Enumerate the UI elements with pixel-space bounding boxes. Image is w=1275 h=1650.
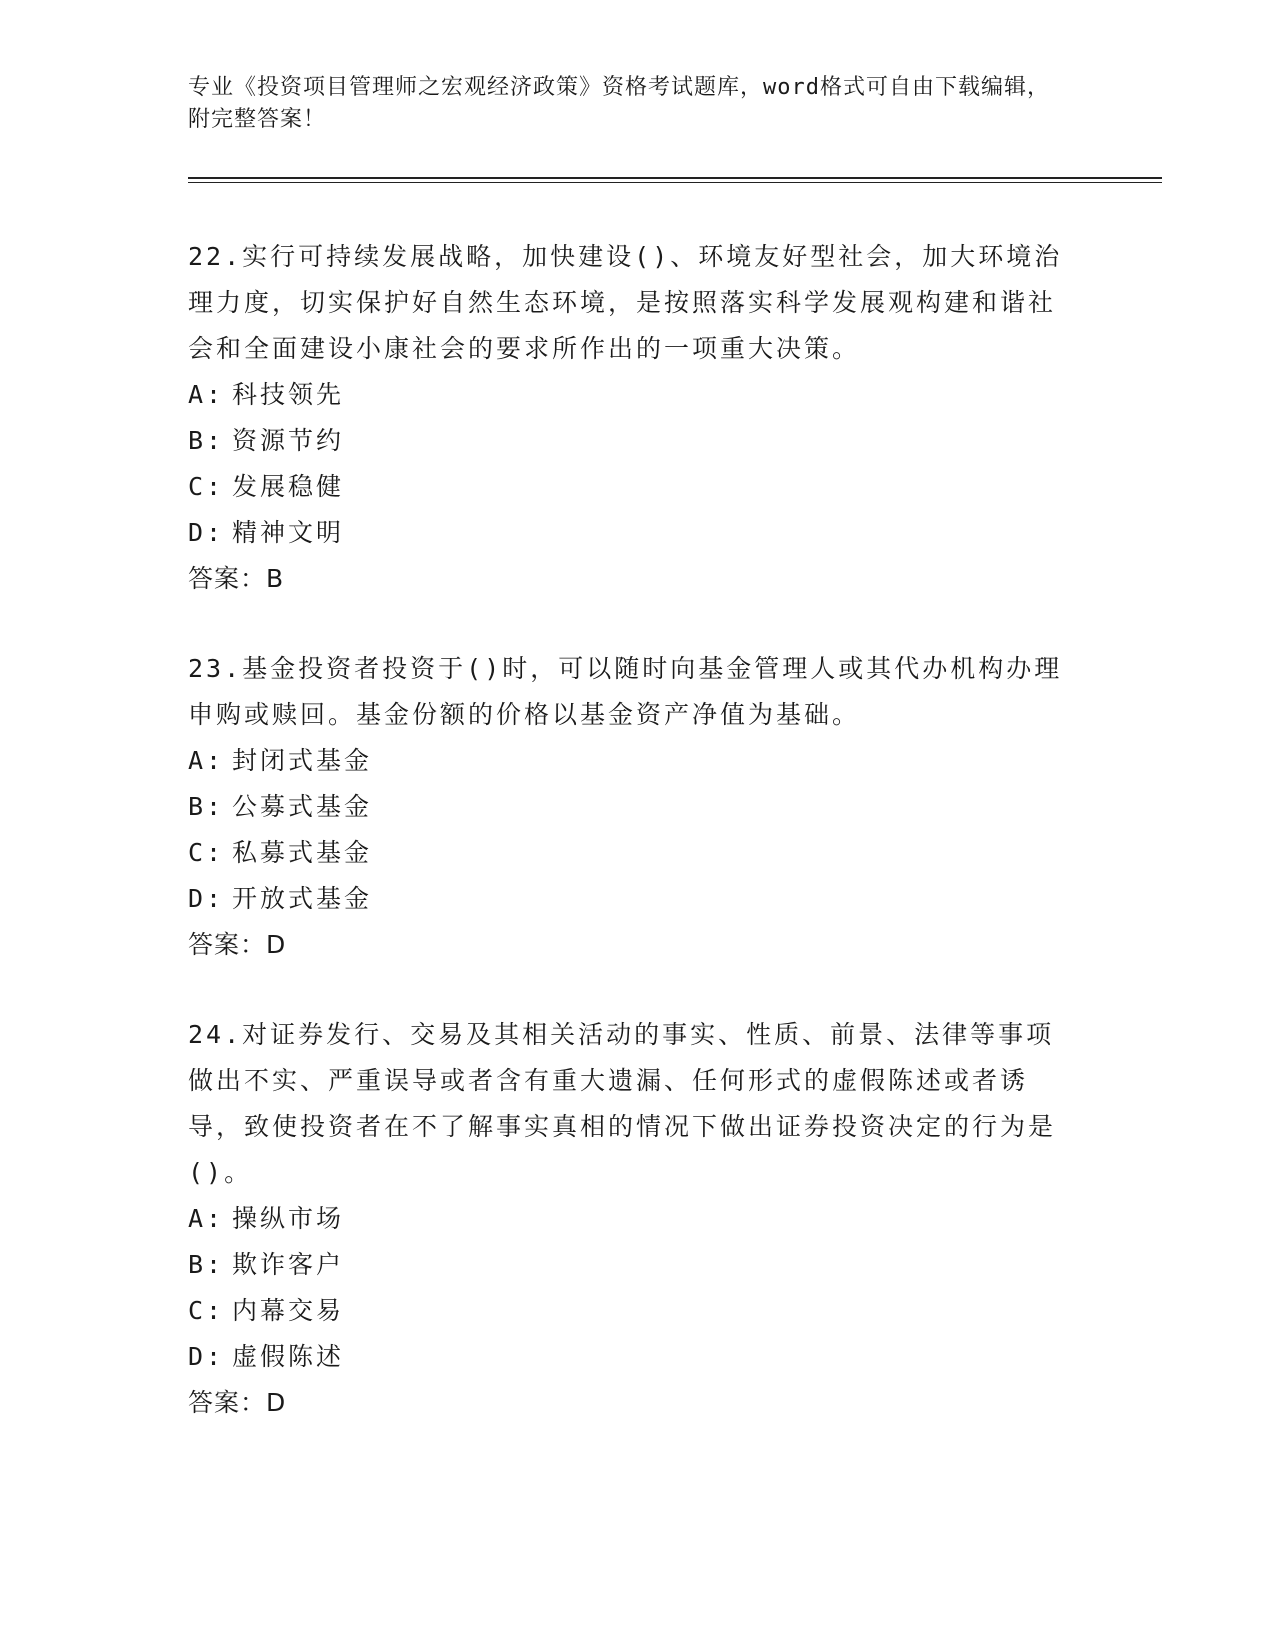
option-key: B: bbox=[188, 792, 225, 821]
option-text: 虚假陈述 bbox=[232, 1342, 345, 1371]
option-text: 开放式基金 bbox=[232, 884, 373, 913]
option-text: 发展稳健 bbox=[232, 472, 345, 501]
option-text: 私募式基金 bbox=[232, 838, 373, 867]
option-text: 内幕交易 bbox=[232, 1296, 345, 1325]
option-key: A: bbox=[188, 1204, 225, 1233]
question-stem: 24.对证券发行、交易及其相关活动的事实、性质、前景、法律等事项做出不实、严重误导或者含有重大遗漏、任何形式的虚假陈述或者诱导，致使投资者在不了解事实真相的情况下做出证券投资决定的行为是()。 bbox=[188, 1020, 1057, 1187]
option-c bbox=[188, 464, 1088, 510]
option-d bbox=[188, 510, 1088, 556]
answer-line: 答案：D bbox=[188, 930, 287, 959]
option-text: 封闭式基金 bbox=[232, 746, 373, 775]
question-stem: 23.基金投资者投资于()时，可以随时向基金管理人或其代办机构办理申购或赎回。基金份额的价格以基金资产净值为基础。 bbox=[188, 654, 1063, 729]
option-key: D: bbox=[188, 1342, 225, 1371]
option-c bbox=[188, 1288, 1088, 1334]
question-24 bbox=[188, 1012, 1088, 1426]
option-key: C: bbox=[188, 838, 225, 867]
answer-line: 答案：D bbox=[188, 1388, 287, 1417]
option-d bbox=[188, 876, 1088, 922]
option-key: B: bbox=[188, 426, 225, 455]
document-header: 专业《投资项目管理师之宏观经济政策》资格考试题库，word格式可自由下载编辑，附完整答案！ bbox=[188, 75, 1050, 132]
option-key: A: bbox=[188, 380, 225, 409]
option-key: C: bbox=[188, 472, 225, 501]
option-key: D: bbox=[188, 518, 225, 547]
option-key: B: bbox=[188, 1250, 225, 1279]
header-divider-top bbox=[188, 177, 1162, 179]
option-text: 精神文明 bbox=[232, 518, 345, 547]
option-text: 资源节约 bbox=[232, 426, 345, 455]
option-a bbox=[188, 738, 1088, 784]
option-a bbox=[188, 1196, 1088, 1242]
option-text: 科技领先 bbox=[232, 380, 345, 409]
option-key: D: bbox=[188, 884, 225, 913]
header-divider-bottom bbox=[188, 182, 1162, 183]
question-stem: 22.实行可持续发展战略，加快建设()、环境友好型社会，加大环境治理力度，切实保护好自然生态环境，是按照落实科学发展观构建和谐社会和全面建设小康社会的要求所作出的一项重大决策。 bbox=[188, 242, 1063, 363]
question-22 bbox=[188, 234, 1088, 602]
option-text: 欺诈客户 bbox=[232, 1250, 345, 1279]
option-b bbox=[188, 418, 1088, 464]
option-b bbox=[188, 784, 1088, 830]
option-d bbox=[188, 1334, 1088, 1380]
option-text: 操纵市场 bbox=[232, 1204, 345, 1233]
option-key: A: bbox=[188, 746, 225, 775]
option-b bbox=[188, 1242, 1088, 1288]
option-text: 公募式基金 bbox=[232, 792, 373, 821]
option-c bbox=[188, 830, 1088, 876]
option-key: C: bbox=[188, 1296, 225, 1325]
question-23 bbox=[188, 646, 1088, 968]
option-a bbox=[188, 372, 1088, 418]
answer-line: 答案：B bbox=[188, 564, 285, 593]
